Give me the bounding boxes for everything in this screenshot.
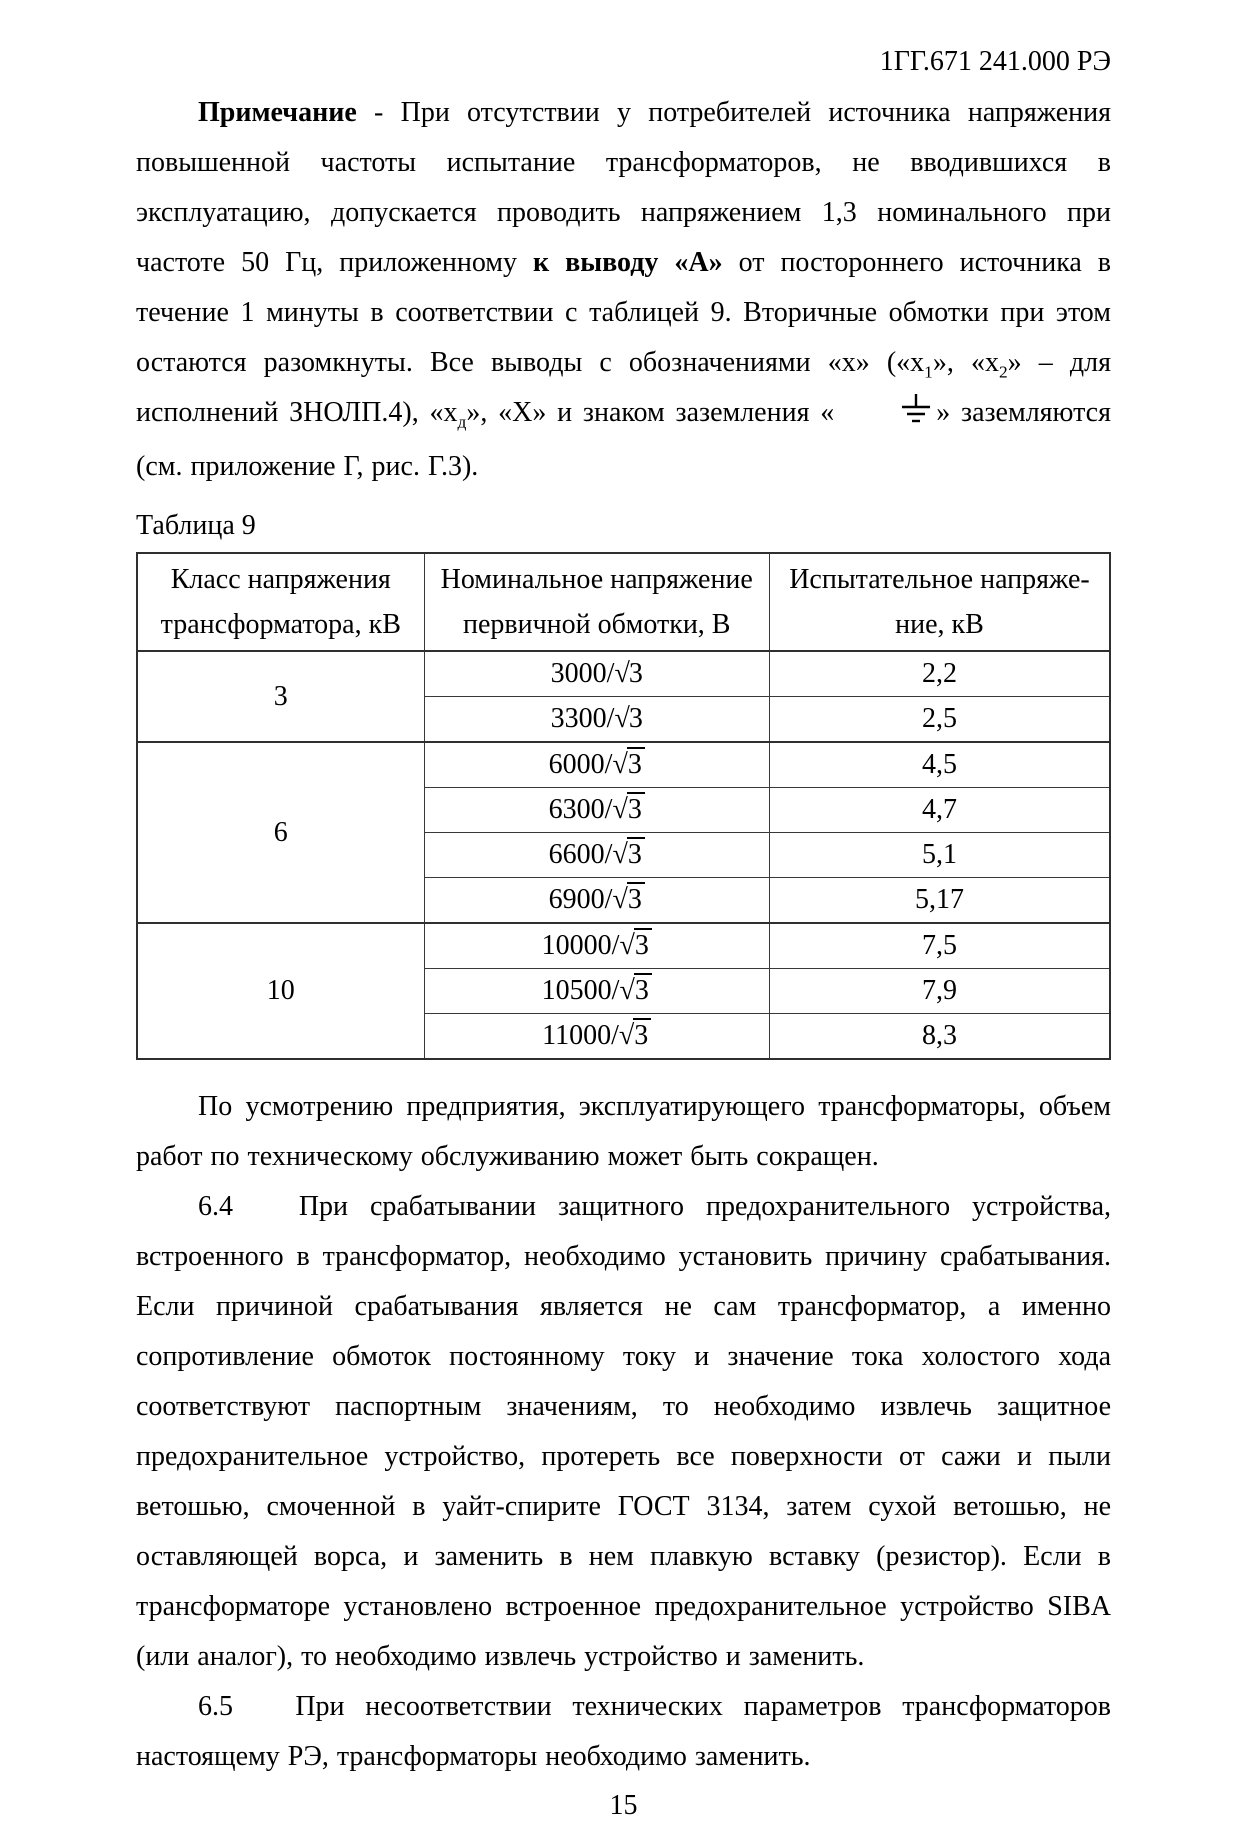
table-header-cell: Испытательное напряже- ние, кВ	[769, 553, 1110, 651]
test-voltage-cell: 5,17	[769, 878, 1110, 924]
text-segment: », «Х» и знаком заземления «	[466, 397, 835, 428]
test-voltage-cell: 7,5	[769, 923, 1110, 969]
nominal-voltage-cell: 10000/√3	[424, 923, 769, 969]
earth-ground-icon	[836, 392, 934, 442]
nominal-voltage-cell: 6300/√3	[424, 788, 769, 833]
table-row	[137, 923, 1110, 969]
section-6-4-paragraph: 6.4 При срабатывании защитного предохранительного устройства, встроенного в трансформатор, необходимо установить причину срабатывания. Если причиной срабатывания является не сам трансформатор, а именно сопротивление обмоток постоянному току и значение тока холостого хода соответствуют паспортным значениям, то необходимо извлечь защитное предохранительное устройство, протереть все поверхности от сажи и пыли ветошью, смоченной в уайт-спирите ГОСТ 3134, затем сухой ветошью, не оставляющей ворса, и заменить в нем плавкую вставку (резистор). Если в трансформаторе установлено встроенное предохранительное устройство SIBA (или аналог), то необходимо извлечь устройство и заменить.	[136, 1191, 1111, 1672]
nominal-voltage-cell: 6000/√3	[424, 742, 769, 788]
earth-ground-icon	[898, 393, 934, 425]
voltage-class-cell: 10	[137, 923, 424, 1059]
test-voltage-cell: 4,7	[769, 788, 1110, 833]
nominal-voltage-cell: 3000/√3	[424, 651, 769, 697]
nominal-voltage-cell: 11000/√3	[424, 1014, 769, 1060]
subscript-text: 2	[998, 362, 1008, 382]
test-voltage-table	[136, 552, 1111, 1060]
bold-text: к выводу «А»	[533, 247, 723, 278]
text-segment: », «х	[932, 347, 999, 378]
test-voltage-cell: 5,1	[769, 833, 1110, 878]
test-voltage-cell: 8,3	[769, 1014, 1110, 1060]
table-row	[137, 742, 1110, 788]
subscript-text: д	[457, 412, 467, 432]
after-table-paragraph: По усмотрению предприятия, эксплуатирующего трансформаторы, объем работ по техническому обслуживанию может быть сокращен.	[136, 1091, 1111, 1172]
document-code: 1ГГ.671 241.000 РЭ	[879, 46, 1111, 77]
test-voltage-cell: 2,5	[769, 697, 1110, 743]
subscript-text: 1	[924, 362, 933, 382]
test-voltage-cell: 2,2	[769, 651, 1110, 697]
table-row	[137, 651, 1110, 697]
nominal-voltage-cell: 6600/√3	[424, 833, 769, 878]
page-number: 15	[609, 1790, 638, 1821]
table-header-cell: Класс напряжения трансформатора, кВ	[137, 553, 424, 651]
text-segment: - При отсутствии у потребителей источника напряжения повышенной частоты испытание трансформаторов, не вводившихся в эксплуатацию, допускается проводить напряжением 1,3 номинального при частоте 50 Гц, приложенному	[136, 97, 1111, 278]
table-header-cell: Номинальное напряжение первичной обмотки, В	[424, 553, 769, 651]
text-segment: от постороннего источника в течение 1 минуты в соответствии с таблицей 9. Вторичные обмотки при этом остаются разомкнуты. Все выводы с обозначениями «х» («х	[136, 247, 1112, 378]
table-caption: Таблица 9	[136, 510, 256, 541]
nominal-voltage-cell: 6900/√3	[424, 878, 769, 924]
section-6-5-paragraph: 6.5 При несоответствии технических параметров трансформаторов настоящему РЭ, трансформаторы необходимо заменить.	[136, 1691, 1111, 1772]
table-header	[137, 553, 1110, 651]
bold-text: Примечание	[198, 97, 357, 128]
text-segment: » заземляются (см. приложение Г, рис. Г.3).	[136, 397, 1111, 482]
text-segment: » – для исполнений ЗНОЛП.4), «х	[136, 347, 1111, 428]
nominal-voltage-cell: 3300/√3	[424, 697, 769, 743]
test-voltage-cell: 7,9	[769, 969, 1110, 1014]
table-body	[137, 651, 1110, 1059]
nominal-voltage-cell: 10500/√3	[424, 969, 769, 1014]
test-voltage-cell: 4,5	[769, 742, 1110, 788]
note-paragraph	[136, 88, 1111, 492]
voltage-class-cell: 6	[137, 742, 424, 923]
voltage-class-cell: 3	[137, 651, 424, 742]
